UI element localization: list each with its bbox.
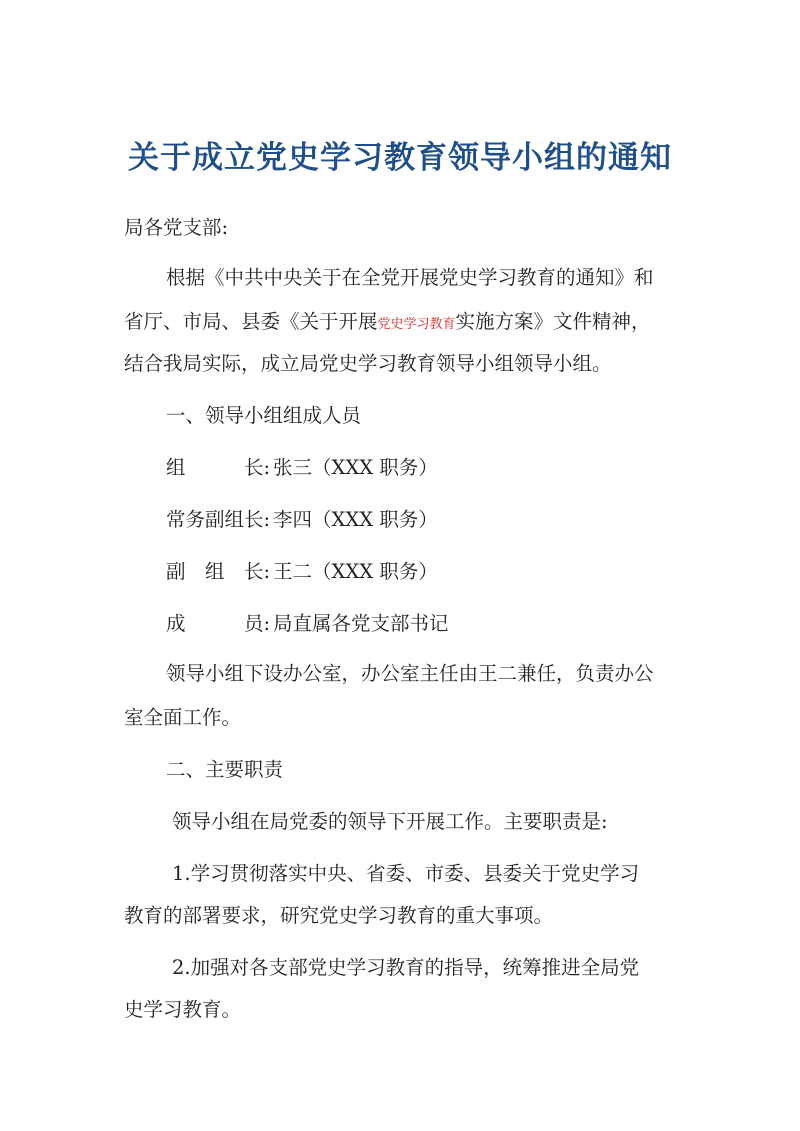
member-name: 局直属各党支部书记 bbox=[273, 612, 449, 635]
duty-item-1-line-1: 1.学习贯彻落实中央、省委、市委、县委关于党史学习 bbox=[172, 862, 640, 885]
member-name: 王二（XXX 职务） bbox=[273, 560, 438, 583]
intro-line-2 bbox=[124, 308, 651, 339]
intro-line-1: 根据《中共中央关于在全党开展党史学习教育的通知》和 bbox=[166, 266, 654, 289]
member-role: 副 组 长: bbox=[166, 560, 271, 583]
member-row bbox=[166, 506, 438, 534]
document-title: 关于成立党史学习教育领导小组的通知 bbox=[128, 140, 672, 176]
member-row bbox=[166, 610, 449, 638]
intro-line-3: 结合我局实际，成立局党史学习教育领导小组领导小组。 bbox=[124, 352, 612, 375]
intro-line-2-end: 实施方案》文件精神， bbox=[455, 310, 651, 333]
section-1-heading: 一、领导小组组成人员 bbox=[166, 404, 362, 427]
section-2-heading: 二、主要职责 bbox=[166, 758, 284, 781]
salutation: 局各党支部: bbox=[124, 216, 229, 239]
office-line-1: 领导小组下设办公室，办公室主任由王二兼任，负责办公 bbox=[166, 662, 654, 685]
intro-line-2-start: 省厅、市局、县委《关于开展 bbox=[124, 310, 378, 333]
section-2-intro: 领导小组在局党委的领导下开展工作。主要职责是: bbox=[172, 810, 608, 833]
member-row bbox=[166, 454, 438, 482]
duty-item-2-line-1: 2.加强对各支部党史学习教育的指导，统筹推进全局党 bbox=[172, 956, 640, 979]
office-line-2: 室全面工作。 bbox=[124, 706, 242, 729]
member-role: 成 员: bbox=[166, 612, 271, 635]
member-name: 李四（XXX 职务） bbox=[273, 508, 438, 531]
duty-item-2-line-2: 史学习教育。 bbox=[124, 998, 242, 1021]
member-role: 常务副组长: bbox=[166, 508, 271, 531]
duty-item-1-line-2: 教育的部署要求，研究党史学习教育的重大事项。 bbox=[124, 904, 554, 927]
member-role: 组 长: bbox=[166, 456, 271, 479]
member-name: 张三（XXX 职务） bbox=[273, 456, 438, 479]
member-row bbox=[166, 558, 438, 586]
intro-red-stamp-text: 党史学习教育 bbox=[377, 317, 456, 332]
